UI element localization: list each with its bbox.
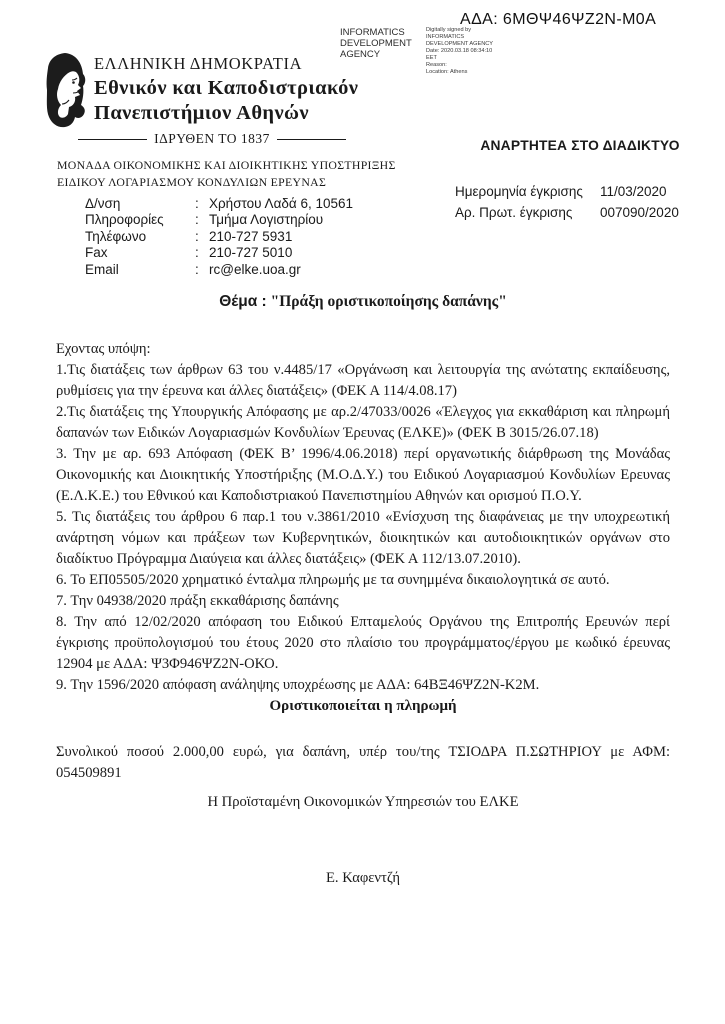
signature-agency-name: INFORMATICS DEVELOPMENT AGENCY — [340, 27, 412, 61]
unit-name — [57, 157, 396, 191]
contact-row-email — [85, 262, 353, 278]
signature-detail-line: Digitally signed by — [426, 27, 472, 33]
consideration-item-7: 7. Την 04938/2020 πράξη εκκαθάρισης δαπάνης — [56, 593, 339, 609]
founded-text: ΙΔΡΥΘΕΝ ΤΟ 1837 — [154, 131, 270, 146]
contact-row-info — [85, 212, 353, 228]
consideration-item-5: 5. Τις διατάξεις του άρθρου 6 παρ.1 του ν.3861/2010 «Ενίσχυση της διαφάνειας με την υποχρεωτική ανάρτηση νόμων και πράξεων των Κυβερνητικών, διοικητικών και αυτοδιοικητικών οργάνων στο διαδίκτυο Πρόγραμμα Διαύγεια και άλλες διατάξεις» (ΦΕΚ Α 112/13.07.2010). — [56, 509, 670, 567]
contact-info — [85, 196, 353, 278]
subject-line — [56, 293, 670, 311]
contact-colon: : — [195, 228, 199, 244]
approval-date-row — [455, 181, 705, 202]
contact-label: Email — [85, 261, 119, 277]
university-name-line1: Εθνικόν και Καποδιστριακόν — [94, 77, 359, 99]
approval-protocol-label: Αρ. Πρωτ. έγκρισης — [455, 205, 573, 220]
consideration-item-3: 3. Την με αρ. 693 Απόφαση (ΦΕΚ Β’ 1996/4.06.2018) περί οργανωτικής διάρθρωση της Μονάδας Οικονομικής και Διοικητικής Υποστήριξης (Μ.Ο.Δ.Υ.) του Ειδικού Λογαριασμού Κονδυλίων Ερευνας (Ε.Λ.Κ.Ε.) του Εθνικού και Καποδιστριακού Πανεπιστημίου Αθηνών και ορισμού Π.Ο.Υ. — [56, 446, 670, 504]
founded-rule-left — [78, 139, 147, 140]
contact-colon: : — [195, 245, 199, 261]
university-name — [94, 76, 358, 126]
approval-rows — [455, 181, 705, 223]
signature-detail-line: Reason: — [426, 61, 447, 68]
digital-signature-stamp — [340, 27, 505, 76]
signature-detail-line: INFORMATICS — [426, 33, 465, 40]
founded-rule-right — [277, 139, 346, 140]
approval-protocol-row — [455, 202, 705, 223]
contact-value: Χρήστου Λαδά 6, 10561 — [209, 196, 354, 211]
decision-heading: Οριστικοποιείται η πληρωμή — [269, 698, 457, 714]
contact-label: Τηλέφωνο — [85, 228, 147, 244]
unit-name-line2: ΕΙΔΙΚΟΥ ΛΟΓΑΡΙΑΣΜΟΥ ΚΟΝΔΥΛΙΩΝ ΕΡΕΥΝΑΣ — [57, 175, 327, 189]
consideration-item-6: 6. Το ΕΠ05505/2020 χρηματικό ένταλμα πληρωμής με τα συνημμένα δικαιολογητικά σε αυτό. — [56, 572, 610, 588]
letterhead-republic: ΕΛΛΗΝΙΚΗ ΔΗΜΟΚΡΑΤΙΑ — [94, 54, 303, 73]
signatory-name: Ε. Καφεντζή — [326, 870, 400, 886]
unit-name-line1: ΜΟΝΑΔΑ ΟΙΚΟΝΟΜΙΚΗΣ ΚΑΙ ΔΙΟΙΚΗΤΙΚΗΣ ΥΠΟΣΤΗΡΙΞΗΣ — [57, 158, 396, 172]
signature-details — [426, 27, 504, 76]
considerations-intro: Εχοντας υπόψη: — [56, 341, 151, 357]
contact-colon: : — [195, 196, 199, 211]
approval-date-label: Ημερομηνία έγκρισης — [455, 184, 583, 199]
university-name-line2: Πανεπιστήμιον Αθηνών — [94, 102, 309, 124]
subject-text: "Πράξη οριστικοποίησης δαπάνης" — [270, 293, 507, 310]
approval-protocol-value: 007090/2020 — [600, 205, 679, 220]
contact-label: Δ/νση — [85, 196, 121, 211]
publish-notice: ΑΝΑΡΤΗΤΕΑ ΣΤΟ ΔΙΑΔΙΚΤΥΟ — [480, 138, 680, 153]
consideration-item-1: 1.Τις διατάξεις των άρθρων 63 του ν.4485/17 «Οργάνωση και λειτουργία της ανώτατης εκπαίδευσης, ρυθμίσεις για την έρευνα και άλλες διατάξεις» (ΦΕΚ Α 114/4.08.17) — [56, 362, 670, 399]
signature-detail-line: Location: Athens — [426, 68, 468, 75]
amount-paragraph: Συνολικού ποσού 2.000,00 ευρώ, για δαπάνη, υπέρ του/της ΤΣΙΟΔΡΑ Π.ΣΩΤΗΡΙΟΥ με ΑΦΜ: 054509891 — [56, 744, 670, 781]
consideration-item-8: 8. Την από 12/02/2020 απόφαση του Ειδικού Επταμελούς Οργάνου της Επιτροπής Ερευνών περί έγκρισης προϋπολογισμού του έτους 2020 στο πλαίσιο του προγράμματος/έργου με κωδικό έρευνας 12904 με ΑΔΑ: Ψ3Φ946ΨΖ2Ν-ΟΚΟ. — [56, 614, 670, 672]
contact-email-value: rc@elke.uoa.gr — [209, 261, 301, 277]
contact-row-phone — [85, 229, 353, 245]
signature-detail-line: Date: 2020.03.18 08:34:10 — [426, 47, 493, 54]
founded-line — [78, 131, 346, 147]
contact-label: Πληροφορίες — [85, 212, 164, 228]
contact-value: 210-727 5010 — [209, 245, 293, 261]
ada-code: ΑΔΑ: 6ΜΘΨ46ΨΖ2Ν-Μ0Α — [460, 11, 657, 28]
approval-date-value: 11/03/2020 — [600, 184, 667, 199]
signatory-title: Η Προϊσταμένη Οικονομικών Υπηρεσιών του ΕΛΚΕ — [207, 794, 519, 810]
contact-row-address — [85, 196, 353, 212]
consideration-item-2: 2.Τις διατάξεις της Υπουργικής Απόφασης με αρ.2/47033/0026 «Έλεγχος για εκκαθάριση και πληρωμή δαπανών των Ειδικών Λογαριασμών Κονδυλίων Έρευνας (ΕΛΚΕ)» (ΦΕΚ Β 3015/26.07.18) — [56, 404, 670, 441]
subject-label: Θέμα : — [219, 293, 267, 310]
contact-colon: : — [195, 261, 199, 277]
contact-row-fax — [85, 245, 353, 261]
contact-value: Τμήμα Λογιστηρίου — [209, 212, 324, 228]
athena-emblem-icon — [45, 52, 91, 128]
contact-label: Fax — [85, 245, 108, 261]
approval-block — [455, 138, 705, 223]
contact-value: 210-727 5931 — [209, 228, 293, 244]
contact-colon: : — [195, 212, 199, 228]
signature-detail-line: DEVELOPMENT AGENCY — [426, 40, 494, 47]
document-body — [56, 339, 670, 889]
signature-detail-line: EET — [426, 54, 437, 61]
consideration-item-9: 9. Την 1596/2020 απόφαση ανάληψης υποχρέωσης με ΑΔΑ: 64ΒΞ46ΨΖ2Ν-Κ2Μ. — [56, 677, 540, 693]
